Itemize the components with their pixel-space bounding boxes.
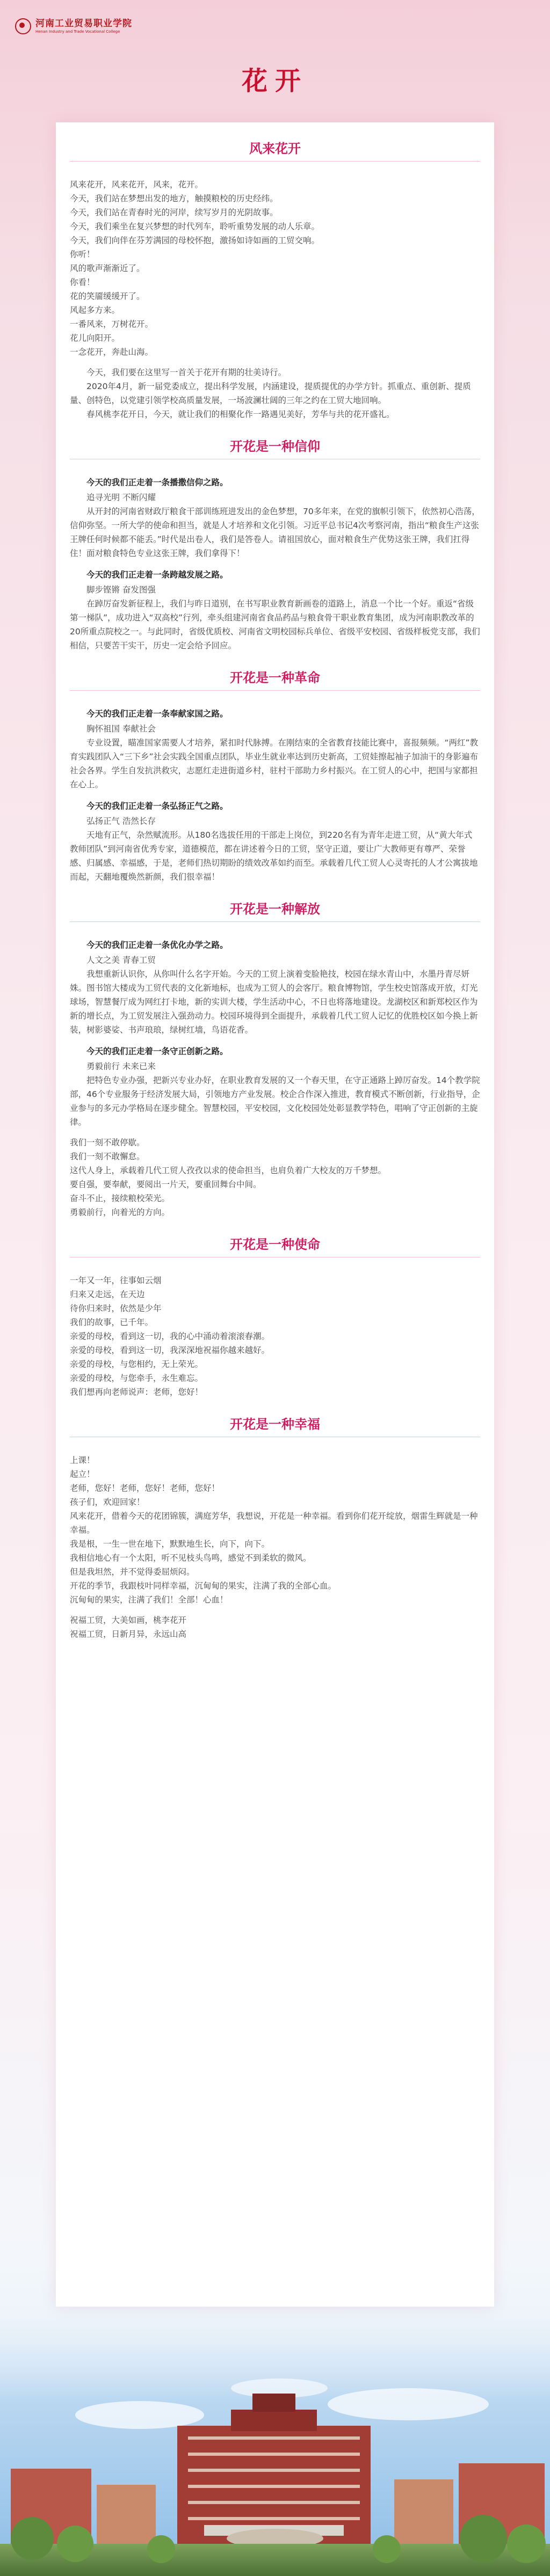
section-heading: 开花是一种信仰 xyxy=(70,440,480,459)
paragraph: 今天，我们乘坐在复兴梦想的时代列车，聆听重势发展的动人乐章。 xyxy=(70,222,320,231)
subsection-heading: 今天的我们正走着一条跨越发展之路。 xyxy=(86,570,228,580)
paragraph: 你听！ xyxy=(70,250,95,259)
paragraph: 花儿向阳开。 xyxy=(70,333,120,343)
paragraph: 上课！ xyxy=(70,1455,95,1465)
paragraph: 亲爱的母校，看到这一切，我的心中涌动着滚滚春潮。 xyxy=(70,1331,270,1341)
section-heading: 开花是一种使命 xyxy=(70,1238,480,1257)
paragraph: 老师，您好！老师，您好！老师，您好！ xyxy=(70,1483,220,1493)
paragraph: 祝福工贸，日新月异，永远山高 xyxy=(70,1629,187,1639)
paragraph: 沉甸甸的果实，注满了我们！全部！心血！ xyxy=(70,1595,228,1605)
paragraph: 胸怀祖国 奉献社会 xyxy=(86,724,156,734)
college-seal-icon xyxy=(15,18,31,34)
paragraph: 勇毅前行 未来已来 xyxy=(86,1062,156,1071)
logo-english-name: Henan Industry and Trade Vocational College xyxy=(35,30,120,34)
paragraph: 今天，我们向伴在芬芳满园的母校怀抱，激扬如诗如画的工贸交响。 xyxy=(70,236,320,245)
paragraph: 待你归来时，依然是少年 xyxy=(70,1304,162,1313)
paragraph: 风来花开，借着今天的花团锦簇，满庭芳华，我想说，开花是一种幸福。看到你们花开绽放，烟雷生辉就是一种幸福。 xyxy=(70,1511,478,1535)
section-heading: 开花是一种革命 xyxy=(70,671,480,691)
college-logo xyxy=(15,18,132,34)
paragraph: 追寻光明 不断闪耀 xyxy=(86,493,156,502)
paragraph: 脚步铿锵 奋发图强 xyxy=(86,585,156,595)
section-heading: 开花是一种解放 xyxy=(70,902,480,922)
paragraph: 2020年4月，新一届党委成立，提出科学发展，内涵建设，提质提优的办学方针。抓重点、重创新、提质量、创特色，以党建引领学校高质量发展，一场波澜壮阔的三年之约在工贸大地回响。 xyxy=(70,382,471,405)
paragraph: 从开封的河南省财政厅粮食干部训练班进发出的金色梦想，70多年来，在党的旗帜引领下，依然初心浩荡，信仰弥坚。一所大学的使命和担当，就是人才培养和文化引领。习近平总书记4次考察河南，指出“粮食生产这张王牌任何时候都不能丢。”时代是出卷人，我们是答卷人。请祖国放心，面对粮食生产优势这张王牌，我们扛得住！面对粮食特色专业这张王牌，我们拿得下！ xyxy=(70,507,480,558)
paragraph: 勇毅前行，向着光的方向。 xyxy=(70,1208,170,1217)
paragraph: 我相信地心有一个太阳，听不见枝头鸟鸣，感觉不到柔软的微风。 xyxy=(70,1553,312,1563)
subsection-heading: 今天的我们正走着一条奉献家国之路。 xyxy=(86,709,228,719)
article-section xyxy=(70,1417,480,1641)
paragraph: 奋斗不止，接续粮校荣光。 xyxy=(70,1194,170,1203)
paragraph: 祝福工贸，大美如画，桃李花开 xyxy=(70,1615,187,1625)
paragraph: 要自强，要奉献，要阅出一片天，要重回舞台中间。 xyxy=(70,1180,262,1189)
paragraph: 我想重新认识你，从你叫什么名字开始。今天的工贸上演着变脸艳技，校园在绿水青山中，水墨丹青尽妍姝。图书馆大楼成为工贸代表的文化新地标，也成为工贸人的会客厅。粮食博物馆，学生校史馆落成开放，灯光球场，智慧餐厅成为网红打卡地，新的实训大楼，学生活动中心，不日也将落地建设。龙湖校区和新郑校区作为新的增长点，为工贸发展注入强劲动力。校园环境得到全面提升，承载着几代工贸人记忆的优胜校区如今换上新装，树影婆娑、书声琅琅，绿树红墙，鸟语花香。 xyxy=(70,969,478,1035)
paragraph: 弘扬正气 浩然长存 xyxy=(86,816,156,826)
paragraph: 在踔厉奋发新征程上，我们与昨日道别，在书写职业教育新画卷的道路上，消息一个比一个好。重返“省级第一梯队”，成功进入“双高校”行列，牵头组建河南省食品药品与粮食骨干职业教育集团，成为河南职教改革的20所重点院校之一。与此同时，省级优质校、河南省文明校园标兵单位、省级平安校园、省级样板党支部，我们相信，只要苦干实干，历史一定会给予回应。 xyxy=(70,599,480,650)
paragraph: 亲爱的母校，看到这一切，我深深地祝福你越来越好。 xyxy=(70,1345,270,1355)
article-content xyxy=(70,134,480,1659)
paragraph: 这代人身上，承载着几代工贸人孜孜以求的使命担当，也肩负着广大校友的万千梦想。 xyxy=(70,1166,387,1175)
campus-building-image xyxy=(0,2308,550,2576)
paragraph: 亲爱的母校，与您相约，无上荣光。 xyxy=(70,1359,204,1369)
subsection-heading: 今天的我们正走着一条播撒信仰之路。 xyxy=(86,478,228,487)
paragraph: 风的歌声渐渐近了。 xyxy=(70,264,145,273)
paragraph: 开花的季节，我跟枝叶同样幸福，沉甸甸的果实，注满了我的全部心血。 xyxy=(70,1581,337,1591)
page-header xyxy=(0,0,550,64)
article-section xyxy=(70,1238,480,1399)
paragraph: 今天，我们要在这里写一首关于花开有期的壮美诗行。 xyxy=(86,368,287,377)
paragraph: 把特色专业办强，把新兴专业办好，在职业教育发展的又一个春天里，在守正通路上踔厉奋发。14个教学院部，46个专业服务于经济发展大局，引领地方产业发展。校企合作深入推进，教育模式不断创新，行业指导，企业参与的多元办学格局在逐步健全。智慧校园，平安校园，文化校园处处彰显教学特色，唱响了守正创新的主旋律。 xyxy=(70,1075,480,1127)
section-heading: 风来花开 xyxy=(70,142,480,162)
paragraph: 风来花开，风来花开，风来，花开。 xyxy=(70,180,204,189)
section-heading: 开花是一种幸福 xyxy=(70,1417,480,1437)
paragraph: 人文之美 青春工贸 xyxy=(86,955,156,965)
article-section xyxy=(70,440,480,653)
paragraph: 专业设置，瞄准国家需要人才培养，紧扣时代脉搏。在刚结束的全省教育技能比赛中，喜报频频。“两红”教育实践团队入“三下乡”社会实践全国重点团队，毕业生就业率达到历史新高，工贸娃擦起袖子加油干的身影遍布社会各界。学生自发抗洪救灾，志愿红走进街道乡村，驻村干部助力乡村振兴。在工贸人的心中，把国与家都担在心上。 xyxy=(70,738,479,789)
paragraph: 一番风来，万树花开。 xyxy=(70,319,154,329)
page-title: 花开 xyxy=(241,66,308,96)
paragraph: 风起多方来。 xyxy=(70,305,120,315)
paragraph: 我们一刻不敢停歇。 xyxy=(70,1138,145,1147)
article-section xyxy=(70,671,480,884)
paragraph: 你看！ xyxy=(70,277,95,287)
section-divider xyxy=(70,690,480,691)
article-section xyxy=(70,142,480,421)
subsection-heading: 今天的我们正走着一条守正创新之路。 xyxy=(86,1046,228,1056)
article-section xyxy=(70,902,480,1219)
paragraph: 起立！ xyxy=(70,1469,95,1479)
paragraph: 我们想再向老师说声：老师，您好！ xyxy=(70,1387,204,1397)
section-divider xyxy=(70,161,480,162)
logo-name: 河南工业贸易职业学院 xyxy=(35,18,132,29)
paragraph: 今天，我们站在梦想出发的地方，触摸粮校的历史经纬。 xyxy=(70,194,278,203)
paragraph: 花的笑靥缓缓开了。 xyxy=(70,291,145,301)
paragraph: 天地有正气，杂然赋流形。从180名选拔任用的干部走上岗位，到220名有为青年走进工贸，从“黄大年式教师团队”到河南省优秀专家，道德模范，都在讲述着今日的工贸，坚守正道，要让广大教师更有尊严、荣誉感、归属感、幸福感，于是，老师们热切期盼的绩效改革如约而至。承载着几代工贸人心灵寄托的人才公寓拔地而起，天翻地覆焕然新颜，我们很幸福！ xyxy=(70,830,478,882)
paragraph: 归来又走远，在天边 xyxy=(70,1290,145,1299)
paragraph: 亲爱的母校，与您牵手，永生难忘。 xyxy=(70,1373,204,1383)
subsection-heading: 今天的我们正走着一条弘扬正气之路。 xyxy=(86,801,228,811)
section-divider xyxy=(70,921,480,922)
paragraph: 我是根，一生一世在地下，默默地生长，向下，向下。 xyxy=(70,1539,270,1549)
paragraph: 但是我坦然，并不觉得委屈烦闷。 xyxy=(70,1567,195,1577)
campus-illustration xyxy=(0,2308,550,2576)
paragraph: 一年又一年，往事如云烟 xyxy=(70,1276,162,1285)
paragraph: 一念花开，奔赴山海。 xyxy=(70,347,154,357)
paragraph: 我们一刻不敢懈怠。 xyxy=(70,1152,145,1161)
subsection-heading: 今天的我们正走着一条优化办学之路。 xyxy=(86,940,228,950)
paragraph: 我们的故事，已千年。 xyxy=(70,1318,154,1327)
paragraph: 今天，我们站在青春时光的河岸，续写岁月的光阴故事。 xyxy=(70,208,278,217)
paragraph: 孩子们，欢迎回家！ xyxy=(70,1497,145,1507)
paragraph: 春风桃李花开日，今天，就让我们的相聚化作一路遇见美好，芳华与共的花开盛礼。 xyxy=(86,409,395,419)
